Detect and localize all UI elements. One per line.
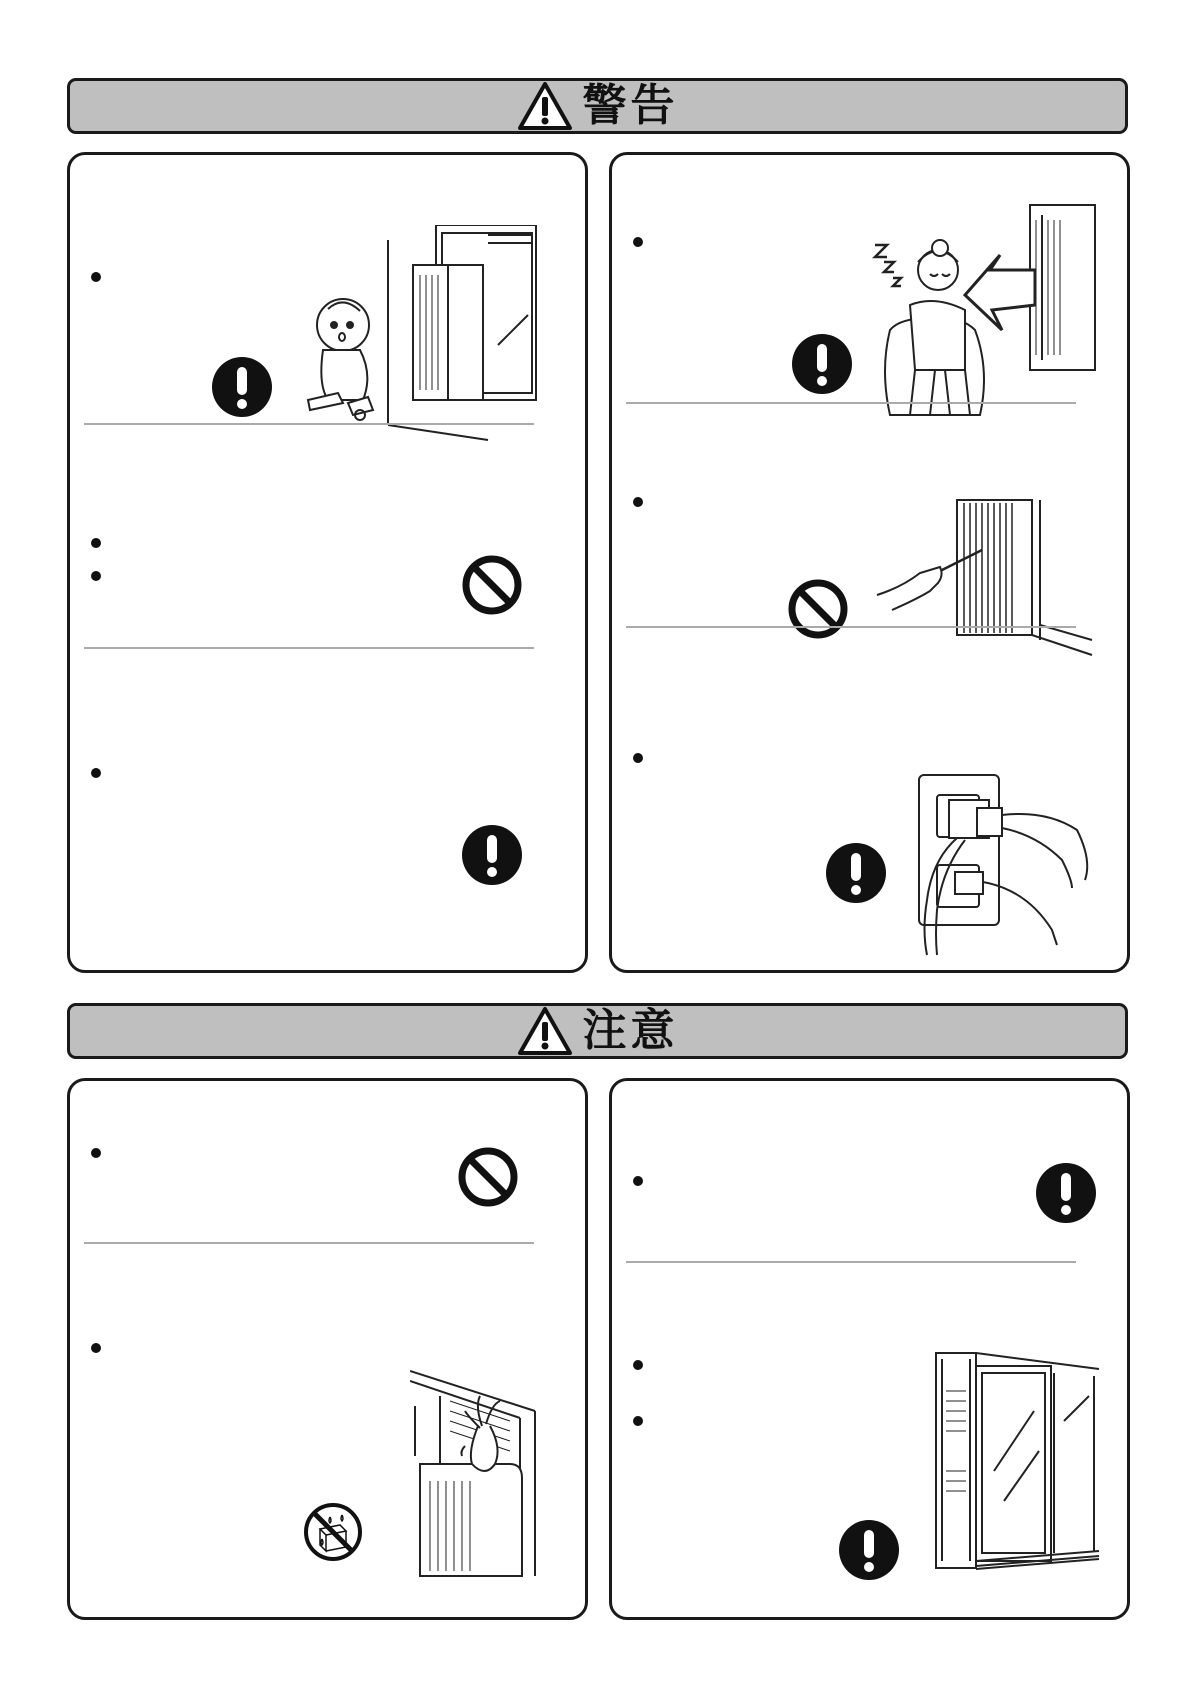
- section-divider: [84, 423, 534, 425]
- section-divider: [626, 402, 1076, 404]
- bullet-point: [91, 768, 101, 778]
- caution-banner: [67, 1003, 1128, 1059]
- bullet-point: [633, 237, 643, 247]
- warning-left-panel: [67, 152, 588, 973]
- mandatory-action-icon: [460, 823, 524, 887]
- vase-on-aircon-illustration: [410, 1366, 540, 1581]
- bullet-point: [633, 1416, 643, 1426]
- prohibited-icon: [786, 577, 850, 641]
- warning-title: 警告: [582, 80, 679, 131]
- section-divider: [84, 647, 534, 649]
- warning-triangle-icon: [517, 81, 573, 131]
- section-divider: [84, 1242, 534, 1244]
- bullet-point: [91, 1343, 101, 1353]
- bullet-point: [91, 538, 101, 548]
- bullet-point: [633, 497, 643, 507]
- section-divider: [626, 626, 1076, 628]
- sleeping-person-cold-air-illustration: [870, 200, 1100, 425]
- hand-inserting-stick-illustration: [872, 495, 1097, 660]
- prohibited-icon: [456, 1145, 520, 1209]
- caution-triangle-icon: [517, 1006, 573, 1056]
- mandatory-action-icon: [790, 332, 854, 396]
- bullet-point: [91, 571, 101, 581]
- caution-left-panel: [67, 1078, 588, 1620]
- warning-right-panel: [609, 152, 1130, 973]
- bullet-point: [91, 272, 101, 282]
- child-near-aircon-illustration: [288, 225, 558, 445]
- overloaded-outlet-illustration: [907, 770, 1097, 960]
- mandatory-action-icon: [837, 1518, 901, 1582]
- mandatory-action-icon: [210, 355, 274, 419]
- bullet-point: [91, 1148, 101, 1158]
- bullet-point: [633, 1176, 643, 1186]
- caution-title: 注意: [582, 1005, 679, 1056]
- bullet-point: [633, 753, 643, 763]
- bullet-point: [633, 1360, 643, 1370]
- mandatory-action-icon: [824, 841, 888, 905]
- window-aircon-illustration: [934, 1351, 1104, 1576]
- caution-right-panel: [609, 1078, 1130, 1620]
- prohibited-icon: [460, 553, 524, 617]
- section-divider: [626, 1261, 1076, 1263]
- no-water-icon: [302, 1501, 364, 1563]
- warning-banner: [67, 78, 1128, 134]
- mandatory-action-icon: [1034, 1161, 1098, 1225]
